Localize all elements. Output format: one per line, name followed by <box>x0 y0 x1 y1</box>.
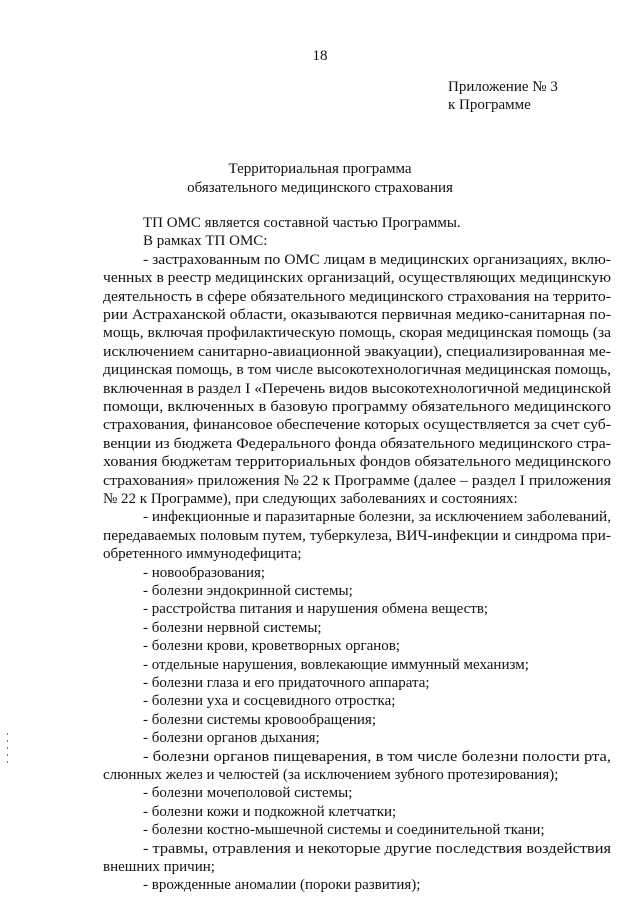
text-line <box>0 380 640 398</box>
text-line <box>0 729 640 747</box>
text-line-content: - застрахованным по ОМС лицам в медицинских организациях, вклю- <box>143 251 611 268</box>
text-line-content: - болезни органов пищеварения, в том числе болезни полости рта, <box>143 748 611 765</box>
text-line-content: - расстройства питания и нарушения обмена веществ; <box>143 601 489 618</box>
text-line <box>0 232 640 250</box>
text-line-content: - болезни уха и сосцевидного отростка; <box>143 693 396 710</box>
text-line-content: включенная в раздел I «Перечень видов высокотехнологичной медицинской <box>103 380 611 397</box>
text-line <box>0 527 640 545</box>
text-line-content: страхования, финансовое обеспечение которых осуществляется за счет суб- <box>103 417 612 434</box>
text-line-content: - болезни костно-мышечной системы и соединительной ткани; <box>143 822 545 839</box>
text-line <box>0 766 640 784</box>
text-line-content: помощи, включенных в базовую программу обязательного медицинского <box>103 399 612 415</box>
text-line <box>0 582 640 600</box>
text-line-content: рии Астраханской области, оказываются первичная медико-санитарная по- <box>103 307 612 323</box>
text-line <box>0 656 640 674</box>
text-line <box>0 564 640 582</box>
text-line <box>0 472 640 490</box>
text-line-content: ТП ОМС является составной частью Программы. <box>143 215 461 231</box>
text-line <box>0 674 640 692</box>
text-line-content: - новообразования; <box>143 564 266 581</box>
text-line-content: дицинская помощь, в том числе высокотехнологичная медицинская помощь, <box>103 362 612 379</box>
text-line <box>0 876 640 894</box>
text-line-content: - болезни мочеполовой системы; <box>143 785 353 802</box>
text-line <box>0 288 640 306</box>
text-line-content: - болезни эндокринной системы; <box>143 583 353 599</box>
document-title <box>0 160 640 198</box>
title-line-1: Территориальная программа <box>228 161 412 177</box>
text-line-content: - болезни крови, кроветворных органов; <box>143 638 401 655</box>
text-line-content: передаваемых половым путем, туберкулеза, ВИЧ-инфекции и синдрома при- <box>103 527 612 544</box>
scan-mark <box>7 740 8 742</box>
text-line <box>0 214 640 232</box>
page-number: 18 <box>312 48 328 64</box>
text-line-content: - отдельные нарушения, вовлекающие иммунный механизм; <box>143 656 529 673</box>
text-line-content: мощь, включая профилактическую помощь, скорая медицинская помощь (за <box>103 325 612 342</box>
scan-mark <box>7 754 8 756</box>
text-line-content: - болезни системы кровообращения; <box>143 711 376 728</box>
text-line-content: исключением санитарно-авиационной эвакуации), специализированная ме- <box>103 343 611 360</box>
text-line <box>0 361 640 379</box>
text-line <box>0 821 640 839</box>
text-line <box>0 858 640 876</box>
scan-mark <box>7 733 8 735</box>
text-line-content: - инфекционные и паразитарные болезни, за исключением заболеваний, <box>143 509 612 526</box>
text-line-content: деятельность в сфере обязательного медицинского страхования на террито- <box>103 288 611 305</box>
text-line <box>0 453 640 471</box>
text-line <box>0 545 640 563</box>
text-line-content: - болезни нервной системы; <box>143 619 322 636</box>
text-line <box>0 637 640 655</box>
text-line <box>0 306 640 324</box>
title-line-2: обязательного медицинского страхования <box>187 180 453 196</box>
text-line-content: венции из бюджета Федерального фонда обязательного медицинского стра- <box>103 435 612 452</box>
scan-mark <box>7 761 8 763</box>
text-line <box>0 840 640 858</box>
text-line <box>0 398 640 416</box>
text-line <box>0 416 640 434</box>
text-line <box>0 251 640 269</box>
text-line-content: В рамках ТП ОМС: <box>143 233 268 250</box>
appendix-reference <box>448 78 558 114</box>
text-line <box>0 619 640 637</box>
scan-margin-marks <box>7 733 9 767</box>
text-line <box>0 711 640 729</box>
text-line <box>0 269 640 287</box>
text-line <box>0 803 640 821</box>
text-line <box>0 600 640 618</box>
text-line <box>0 435 640 453</box>
text-line <box>0 490 640 508</box>
text-line-content: страхования» приложения № 22 к Программе (далее – раздел I приложения <box>103 472 611 489</box>
text-line-content: ченных в реестр медицинских организаций, осуществляющих медицинскую <box>103 270 612 287</box>
text-line-content: - травмы, отравления и некоторые другие последствия воздействия <box>143 840 612 857</box>
text-line-content: - болезни органов дыхания; <box>143 730 320 747</box>
appendix-number: Приложение № 3 <box>448 79 558 95</box>
text-line-content: - болезни глаза и его придаточного аппарата; <box>143 675 430 691</box>
text-line-content: хования бюджетам территориальных фондов обязательного медицинского <box>103 454 611 471</box>
text-line-content: внешних причин; <box>103 859 215 875</box>
text-line-content: - болезни кожи и подкожной клетчатки; <box>143 803 397 820</box>
text-line <box>0 324 640 342</box>
text-line-content: № 22 к Программе), при следующих заболеваниях и состояниях: <box>103 491 518 507</box>
text-line-content: слюнных желез и челюстей (за исключением зубного протезирования); <box>103 767 559 783</box>
text-line <box>0 784 640 802</box>
text-line-content: - врожденные аномалии (пороки развития); <box>143 877 421 894</box>
text-line <box>0 748 640 766</box>
text-line <box>0 343 640 361</box>
appendix-target: к Программе <box>448 97 531 113</box>
text-line <box>0 508 640 526</box>
text-line-content: обретенного иммунодефицита; <box>103 546 302 563</box>
text-line <box>0 692 640 710</box>
scan-mark <box>7 747 8 749</box>
